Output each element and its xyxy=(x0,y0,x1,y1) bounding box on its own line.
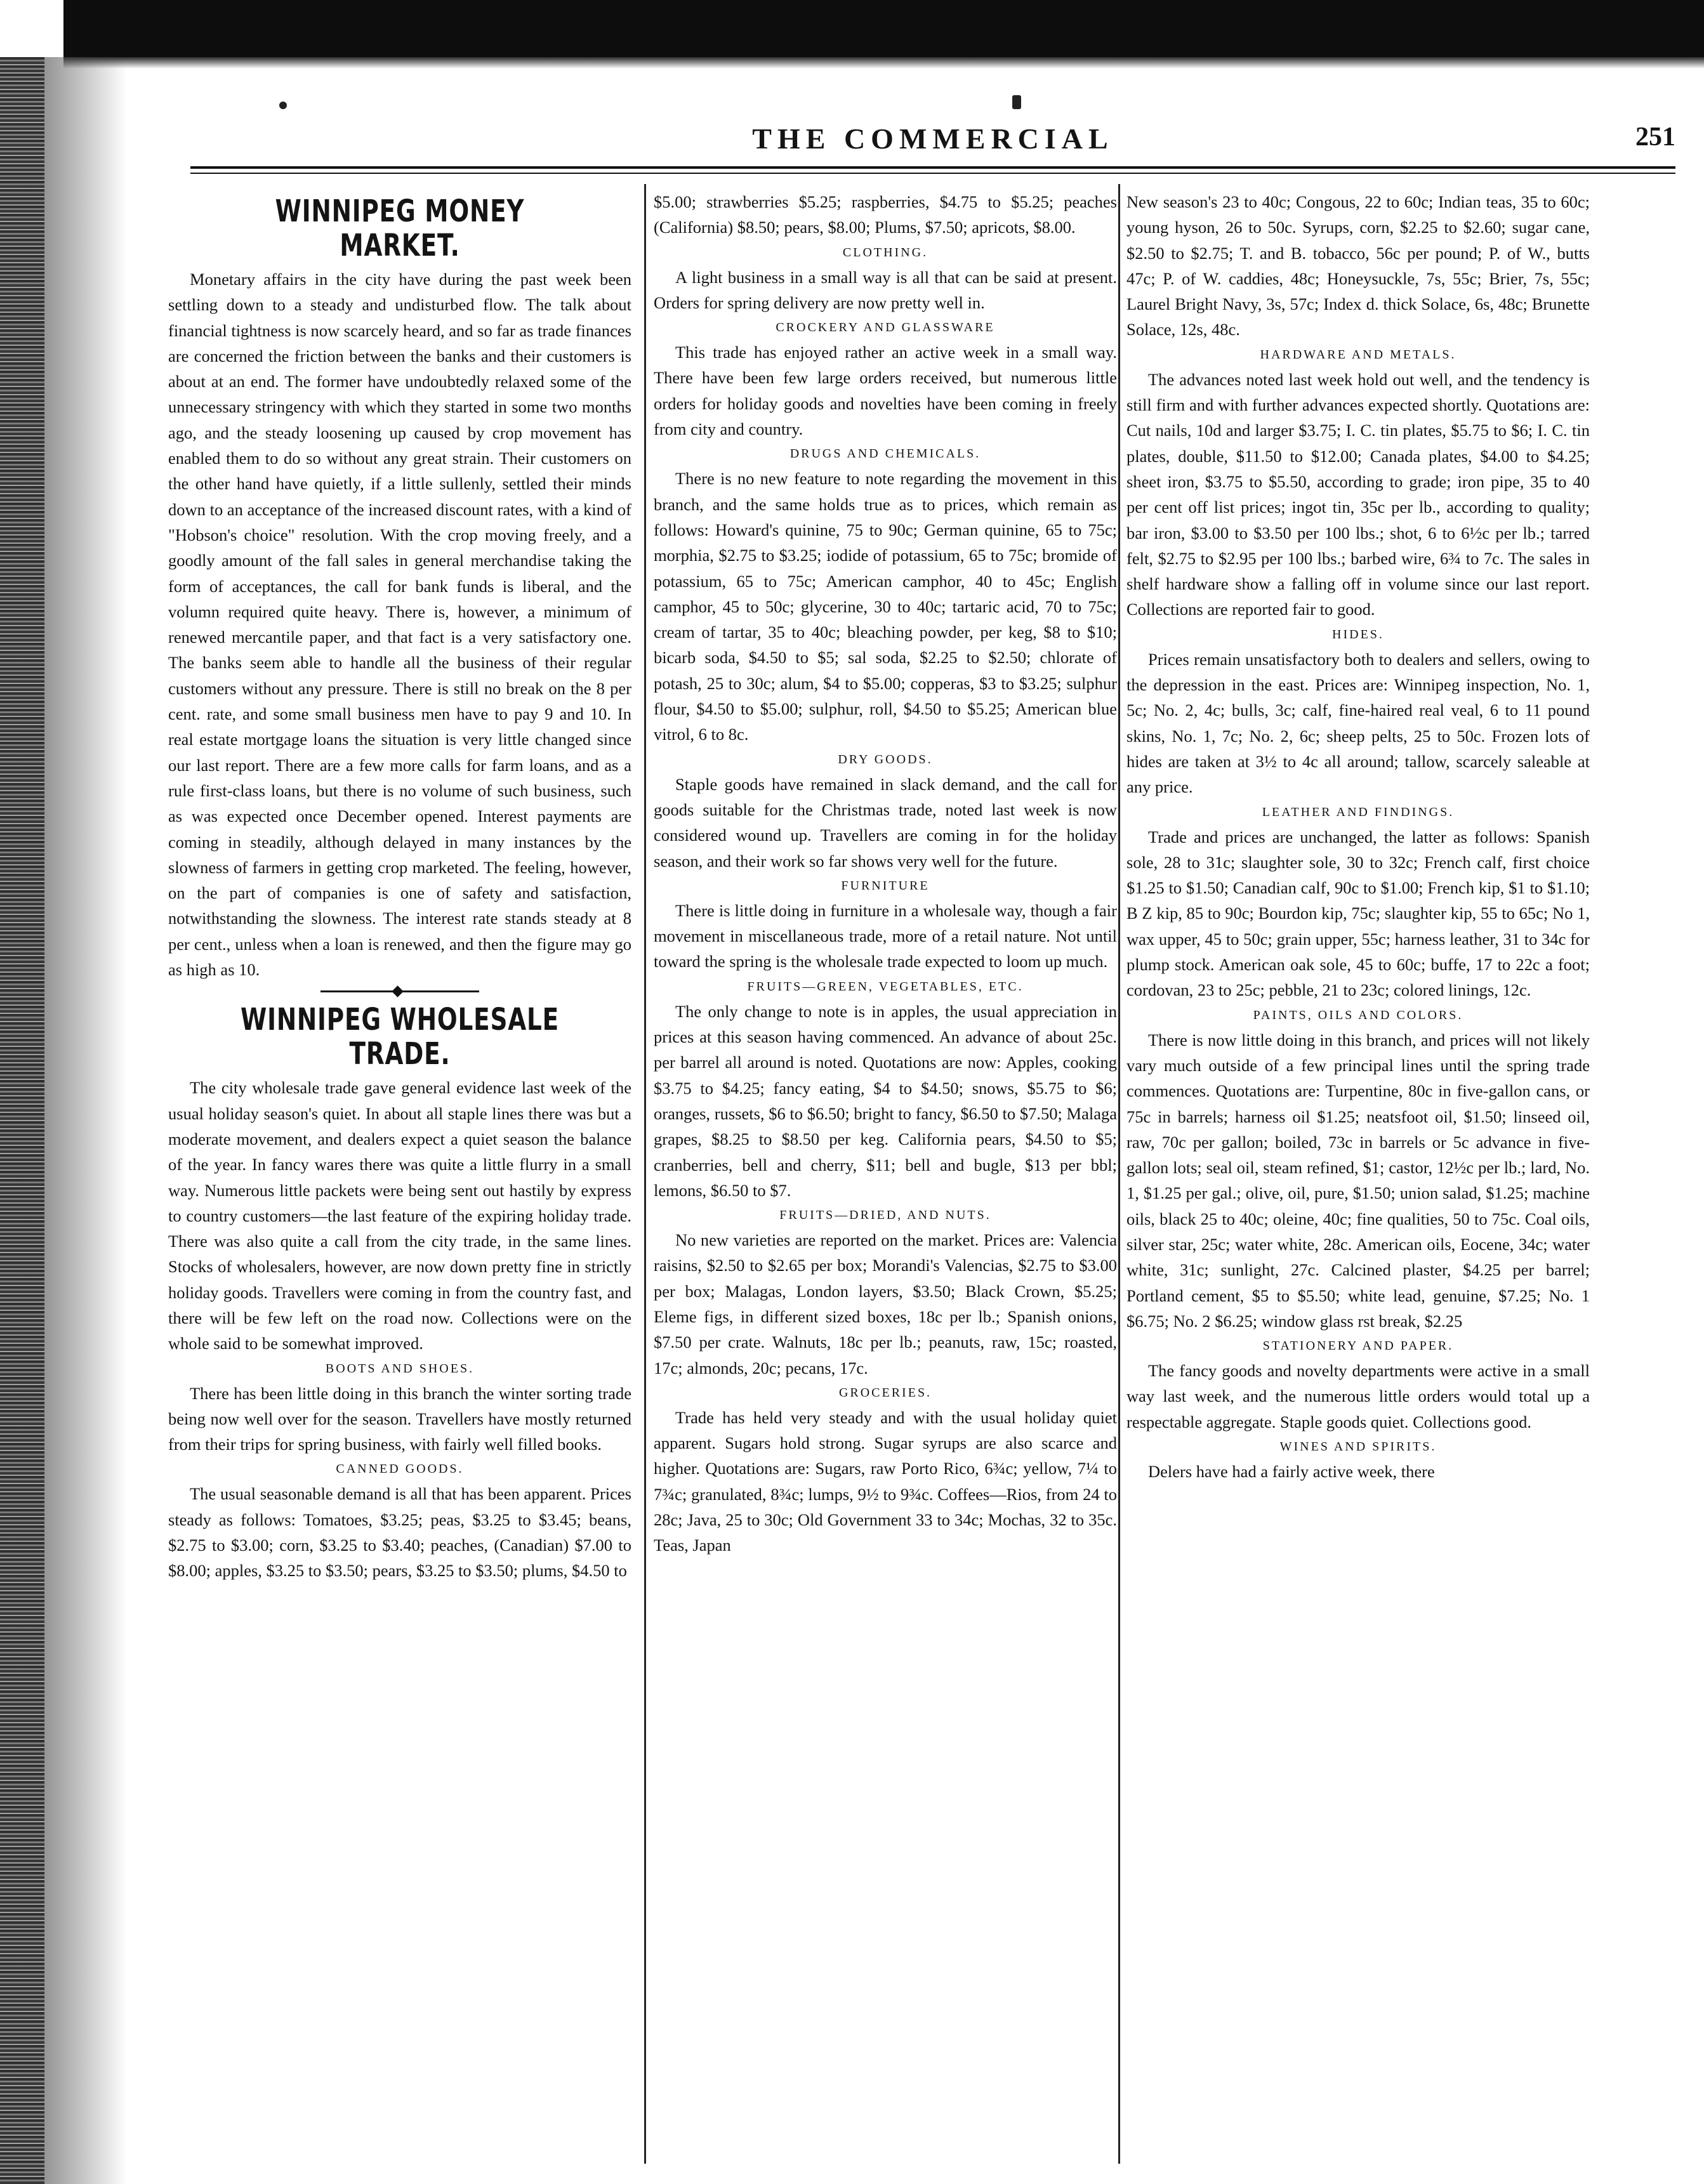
section-leather: Trade and prices are unchanged, the latter as follows: Spanish sole, 28 to 31c; slaughter sole, 30 to 32c; French calf, first choice $1.25 to $1.50; Canadian calf, 90c to $1.00; French kip, $1 to $1.10; B Z kip, 85 to 90c; Bourdon kip, 75c; slaughter kip, 55 to 65c; No 1, wax upper, 45 to 50c; grain upper, 55c; harness leather, 31 to 34c for plump stock. American oak sole, 45 to 60c; buffe, 17 to 22c a foot; cordovan, 23 to 25c; pebble, 21 to 23c; colored linings, 12c. xyxy=(1126,827,1590,1000)
subheading-furniture: FURNITURE xyxy=(841,878,930,893)
section-paints: There is now little doing in this branch, and prices will not likely vary much outside of a few principal lines until the spring trade commences. Quotations are: Turpentine, 80c in five-gallon cans, or 75c in barrels; harness oil $1.25; neatsfoot oil, $1.50; linseed oil, raw, 70c per gallon; boiled, 73c in barrels or 5c advance in five-gallon lots; seal oil, steam refined, $1; castor, 12½c per lb.; lard, No. 1, $1.25 per gal.; olive, oil, pure, $1.50; union salad, $1.25; machine oils, black 25 to 40c; oleine, 40c; fine qualities, 50 to 75c. Coal oils, silver star, 25c; water white, 28c. American oils, Eocene, 34c; water white, 31c; sunlight, 27c. Calcined plaster, $4.25 per barrel; Portland cement, $5 to $5.50; white lead, genuine, $7.25; No. 1 $6.75; No. 2 $6.25; window glass rst break, $2.25 xyxy=(1126,1030,1590,1331)
scan-top-shadow xyxy=(63,57,1704,69)
section-furniture: There is little doing in furniture in a wholesale way, though a fair movement in miscellaneous trade, more of a retail nature. Not until toward the spring is the wholesale trade expected to loom up much. xyxy=(654,900,1117,971)
column-divider xyxy=(644,184,646,2164)
subheading-stationery: STATIONERY AND PAPER. xyxy=(1262,1339,1454,1353)
subheading-groceries: GROCERIES. xyxy=(838,1385,932,1400)
section-groceries-continued: New season's 23 to 40c; Congous, 22 to 60c; Indian teas, 35 to 60c; young hyson, 26 to 50c. Syrups, corn, $2.25 to $2.60; sugar cane, $2.50 to $2.75; T. and B. tobacco, 56c per pound; P. of W., butts 47c; P. of W. caddies, 48c; Honeysuckle, 7s, 55c; Brier, 7s, 55c; Laurel Bright Navy, 3s, 57c; Index d. thick Solace, 6s, 48c; Brunette Solace, 12s, 48c. xyxy=(1126,192,1590,339)
column-1 xyxy=(168,189,631,1584)
subheading-dry-goods: DRY GOODS. xyxy=(838,752,933,766)
header-rule-thick xyxy=(190,166,1675,169)
section-crockery: This trade has enjoyed rather an active week in a small way. There have been few large orders received, but numerous little orders for holiday goods and novelties have been coming in freely from city and country. xyxy=(654,343,1117,439)
section-divider xyxy=(168,985,631,997)
section-hardware: The advances noted last week hold out well, and the tendency is still firm and with further advances expected shortly. Quotations are: Cut nails, 10d and larger $3.75; I. C. tin plates, $5.75 to $6; I. C. tin plates, double, $11.50 to $12.00; Canada plates, $4.00 to $4.25; sheet iron, $3.75 to $5.50, according to grade; iron pipe, 35 to 40 per cent off list prices; ingot tin, 35c per lb., according to quality; bar iron, $3.00 to $3.50 per 100 lbs.; shot, 6 to 6½c per lb.; tarred felt, $2.75 to $2.95 per 100 lbs.; barbed wire, 6¾ to 7c. The sales in shelf hardware show a falling off in volume since our last report. Collections are reported fair to good. xyxy=(1126,369,1590,619)
page-header xyxy=(190,122,1675,160)
section-boots-shoes: There has been little doing in this branch the winter sorting trade being now well over for the season. Travellers have mostly returned from their trips for spring business, with fairly well filled books. xyxy=(168,1383,631,1454)
subheading-hides: HIDES. xyxy=(1332,627,1384,641)
section-wines: Delers have had a fairly active week, there xyxy=(1148,1462,1435,1482)
scan-left-shadow xyxy=(44,57,127,2184)
section-fruits-dried: No new varieties are reported on the market. Prices are: Valencia raisins, $2.50 to $2.65 per box; Morandi's Valencias, $2.75 to $3.00 per box; Malagas, London layers, $3.50; Black Crown, $5.25; Eleme figs, in different sized boxes, 18c per lb.; Spanish onions, $7.50 per crate. Walnuts, 18c per lb.; peanuts, raw, 15c; roasted, 17c; almonds, 20c; pecans, 17c. xyxy=(654,1230,1117,1378)
header-rule-thin xyxy=(190,173,1675,174)
scan-speck xyxy=(279,102,287,109)
section-clothing: A light business in a small way is all that can be said at present. Orders for spring delivery are now pretty well in. xyxy=(654,267,1117,312)
subheading-fruits-green: FRUITS—GREEN, VEGETABLES, ETC. xyxy=(747,979,1024,994)
section-fruits-green: The only change to note is in apples, the usual appreciation in prices at this season having commenced. An advance of about 25c. per barrel all around is noted. Quotations are now: Apples, cooking $3.75 to $4.25; fancy eating, $4 to $4.50; snows, $5.75 to $6; oranges, russets, $6 to $6.50; bright to fancy, $6.50 to $7.50; Malaga grapes, $8.25 to $8.50 per keg. California pears, $4.50 to $5; cranberries, bell and cherry, $11; bell and bugle, $13 per bbl; lemons, $6.50 to $7. xyxy=(654,1001,1117,1200)
section-drugs: There is no new feature to note regarding the movement in this branch, and the same holds true as to prices, which remain as follows: Howard's quinine, 75 to 90c; German quinine, 65 to 75c; morphia, $2.75 to $3.25; iodide of potassium, 65 to 75c; bromide of potassium, 65 to 75c; American camphor, 40 to 45c; English camphor, 45 to 50c; glycerine, 30 to 40c; tartaric acid, 70 to 75c; cream of tartar, 35 to 40c; bleaching powder, per keg, $8 to $10; bicarb soda, $4.50 to $5; sal soda, $2.25 to $2.50; chlorate of potash, 25 to 30c; alum, $4 to $5.00; copperas, $3 to $3.25; sulphur flour, $4.50 to $5.00; sulphur, roll, $4.50 to $5.25; American blue vitrol, 6 to 8c. xyxy=(654,469,1117,744)
section-hides: Prices remain unsatisfactory both to dealers and sellers, owing to the depression in the east. Prices are: Winnipeg inspection, No. 1, 5c; No. 2, 4c; bulls, 3c; calf, fine-haired real veal, 6 to 11 pound skins, No. 1, 7c; No. 2, 6c; sheep pelts, 25 to 50c. Frozen lots of hides are taken at 3½ to 4c all around; tallow, scarcely saleable at any price. xyxy=(1126,649,1590,797)
section-stationery: The fancy goods and novelty departments were active in a small way last week, and the numerous little orders would total up a respectable aggregate. Staple goods quiet. Collections good. xyxy=(1126,1361,1590,1431)
subheading-crockery: CROCKERY AND GLASSWARE xyxy=(776,320,995,335)
masthead: THE COMMERCIAL xyxy=(752,122,1114,155)
article-wholesale-intro: The city wholesale trade gave general evidence last week of the usual holiday season's quiet. In about all staple lines there was but a moderate movement, and dealers expect a quiet season the balance of the year. In fancy wares there was quite a little flurry in a small way. Numerous little packets were being sent out hastily by express to country customers—the last feature of the expiring holiday trade. There was also quite a call from the city trade, in the same lines. Stocks of wholesalers, however, are now down pretty fine in strictly holiday goods. Travellers were coming in from the country fast, and there will be few left on the road now. Collections were on the whole said to be somewhat improved. xyxy=(168,1078,631,1353)
subheading-fruits-dried: FRUITS—DRIED, AND NUTS. xyxy=(779,1208,991,1223)
subheading-clothing: CLOTHING. xyxy=(842,245,928,260)
page-number: 251 xyxy=(1635,122,1675,152)
heading-wholesale-trade: WINNIPEG WHOLESALE TRADE. xyxy=(241,1002,559,1072)
heading-money-market: WINNIPEG MONEY MARKET. xyxy=(275,194,525,263)
column-2 xyxy=(654,189,1117,1558)
section-groceries: Trade has held very steady and with the usual holiday quiet apparent. Sugars hold strong. Sugar syrups are also scarce and higher. Quotations are: Sugars, raw Porto Rico, 6¾c; yellow, 7¼ to 7¾c; granulated, 8¾c; lumps, 9½ to 9¾c. Coffees—Rios, from 24 to 28c; Java, 25 to 30c; Old Government 33 to 34c; Mochas, 32 to 35c. Teas, Japan xyxy=(654,1407,1117,1555)
subheading-leather: LEATHER AND FINDINGS. xyxy=(1262,805,1455,819)
column-3 xyxy=(1126,189,1590,1484)
section-dry-goods: Staple goods have remained in slack demand, and the call for goods suitable for the Christmas trade, noted last week is now considered wound up. Travellers are coming in for the holiday season, and their work so far shows very well for the future. xyxy=(654,774,1117,871)
subheading-drugs: DRUGS AND CHEMICALS. xyxy=(789,447,981,461)
article-money-market: Monetary affairs in the city have during the past week been settling down to a steady and undisturbed flow. The talk about financial tightness is now scarcely heard, and so far as trade finances are concerned the friction between the banks and their customers is about at an end. The former have undoubtedly relaxed some of the unnecessary stringency with which they started in some two months ago, and the steady loosening up caused by crop movement has enabled them to do so without any great strain. Their customers on the other hand have quietly, if a little sullenly, settled their minds down to an acceptance of the increased discount rates, with a kind of "Hobson's choice" resolution. With the crop moving freely, and a goodly amount of the fall sales in general merchandise taking the form of acceptances, the call for bank funds is liberal, and the volumn required quite heavy. There is, however, a minimum of renewed mercantile paper, and that fact is a very satisfactory one. The banks seem able to handle all the business of their regular customers without any pressure. There is still no break on the 8 per cent. rate, and some small business men have to pay 9 and 10. In real estate mortgage loans the situation is very little changed since our last report. There are a few more calls for farm loans, and as a rule first-class loans, but there is no volume of such business, such as was expected once December opened. Interest payments are coming in steadily, although delayed in many instances by the slowness of farmers in getting crop marketed. The feeling, however, on the part of companies is one of safety and satisfaction, notwithstanding the slowness. The interest rate stands steady at 8 per cent., unless when a loan is renewed, and then the figure may go as high as 10. xyxy=(168,270,631,980)
section-canned-continued: $5.00; strawberries $5.25; raspberries, $4.75 to $5.25; peaches (California) $8.50; pears, $8.00; Plums, $7.50; apricots, $8.00. xyxy=(654,192,1117,237)
subheading-paints: PAINTS, OILS AND COLORS. xyxy=(1253,1008,1463,1022)
subheading-boots-shoes: BOOTS AND SHOES. xyxy=(325,1361,475,1376)
scan-top-border xyxy=(63,0,1704,57)
column-divider xyxy=(1118,184,1120,2164)
subheading-wines: WINES AND SPIRITS. xyxy=(1279,1440,1437,1454)
subheading-hardware: HARDWARE AND METALS. xyxy=(1260,347,1456,362)
scan-left-edge xyxy=(0,57,44,2184)
section-canned-goods: The usual seasonable demand is all that has been apparent. Prices steady as follows: Tomatoes, $3.25; peas, $3.25 to $3.45; beans, $2.75 to $3.00; corn, $3.25 to $3.40; peaches, (Canadian) $7.00 to $8.00; apples, $3.25 to $3.50; pears, $3.25 to $3.50; plums, $4.50 to xyxy=(168,1484,631,1581)
scan-speck xyxy=(1012,95,1021,109)
subheading-canned-goods: CANNED GOODS. xyxy=(336,1462,464,1477)
